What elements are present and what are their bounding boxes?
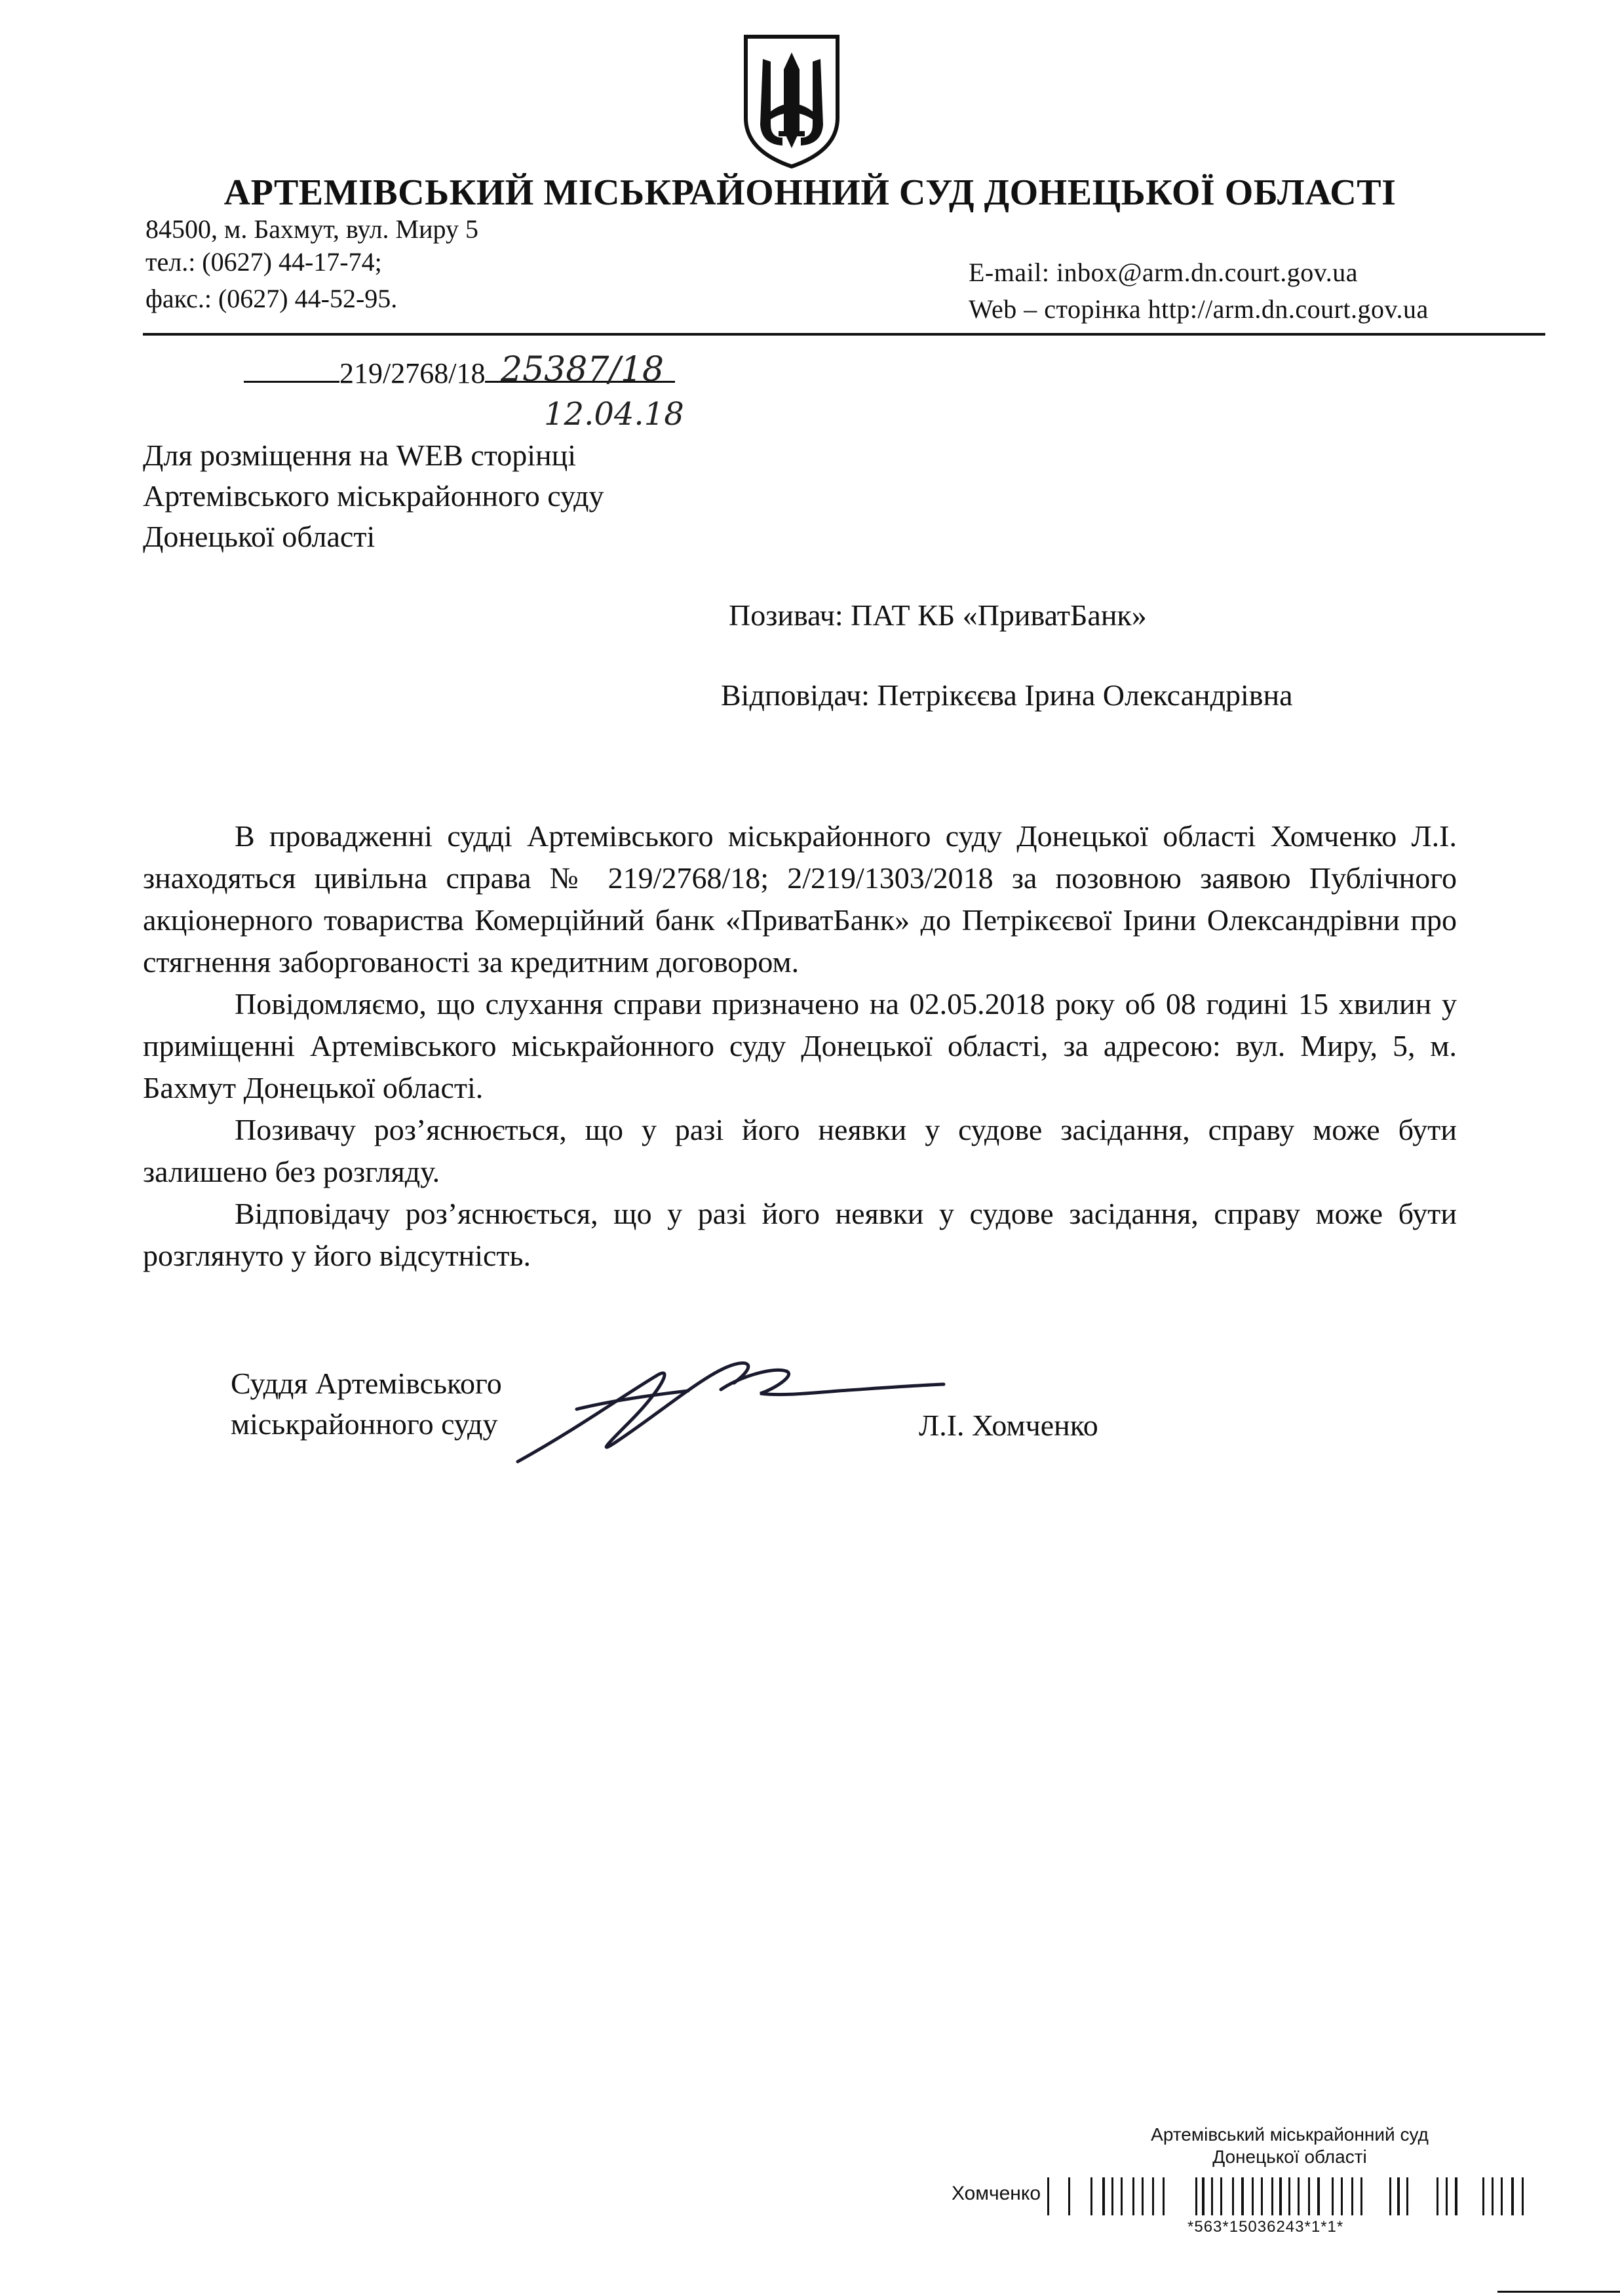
barcode-icon [1047,2177,1526,2215]
placement-note [143,435,604,557]
plaintiff: Позивач: ПАТ КБ «ПриватБанк» [729,598,1147,632]
barcode-number: *563*15036243*1*1* [1187,2218,1344,2236]
court-email: E-mail: inbox@arm.dn.court.gov.ua [969,258,1358,287]
bottom-edge-line [1497,2291,1620,2293]
court-title: АРТЕМІВСЬКИЙ МІСЬКРАЙОННИЙ СУД ДОНЕЦЬКОЇ ОБЛАСТІ [223,172,1397,213]
court-web: Web – сторінка http://arm.dn.court.gov.ua [969,294,1429,324]
body-paragraph: Відповідачу роз’яснюється, що у разі його неявки у судове засідання, справу може бути розглянуто у його відсутність. [143,1197,1457,1272]
body-paragraph: В провадженні судді Артемівського міськрайонного суду Донецької області Хомченко Л.І. знаходяться цивільна справа № 219/2768/18; 2/219/1303/2018 за позовною заявою Публічного акціонерного товариства Комерційний банк «ПриватБанк» до Петрікєєвої Ірини Олександрівни про стягнення заборгованості за кредитним договором. [143,819,1457,979]
signatory-name: Л.І. Хомченко [919,1409,1098,1442]
stamp-court-line: Артемівський міськрайонний суд [1151,2124,1429,2145]
court-address: 84500, м. Бахмут, вул. Миру 5 [145,214,478,244]
placement-line: Артемівського міськрайонного суду [143,479,604,513]
registration-blank [244,357,339,383]
placement-line: Донецької області [143,520,376,553]
body-paragraph: Повідомляємо, що слухання справи призначено на 02.05.2018 року об 08 годині 15 хвилин у приміщенні Артемівського міськрайонного суду Донецької області, за адресою: вул. Миру, 5, м. Бахмут Донецької області. [143,987,1457,1104]
court-fax: факс.: (0627) 44-52-95. [145,284,398,313]
header-divider [143,333,1545,336]
placement-line: Для розміщення на WEB сторінці [143,438,577,472]
signatory-title-line: Суддя Артемівського [231,1367,502,1400]
signatory-title [231,1363,502,1445]
trident-emblem-icon [739,33,844,170]
handwritten-reg-date: 12.04.18 [544,396,684,433]
handwritten-signature [498,1331,957,1488]
stamp-judge-name: Хомченко [952,2183,1041,2204]
handwritten-reg-number: 25387/18 [501,350,665,389]
case-number: 219/2768/18 [339,357,486,389]
stamp-court-line: Донецької області [1212,2147,1367,2167]
defendant: Відповідач: Петрікєєва Ірина Олександрівна [721,678,1293,712]
letter-body [143,815,1457,1277]
stamp-court [1146,2124,1434,2168]
signatory-title-line: міськрайонного суду [231,1407,498,1441]
body-paragraph: Позивачу роз’яснюється, що у разі його неявки у судове засідання, справу може бути залишено без розгляду. [143,1113,1457,1188]
court-phone: тел.: (0627) 44-17-74; [145,247,382,277]
